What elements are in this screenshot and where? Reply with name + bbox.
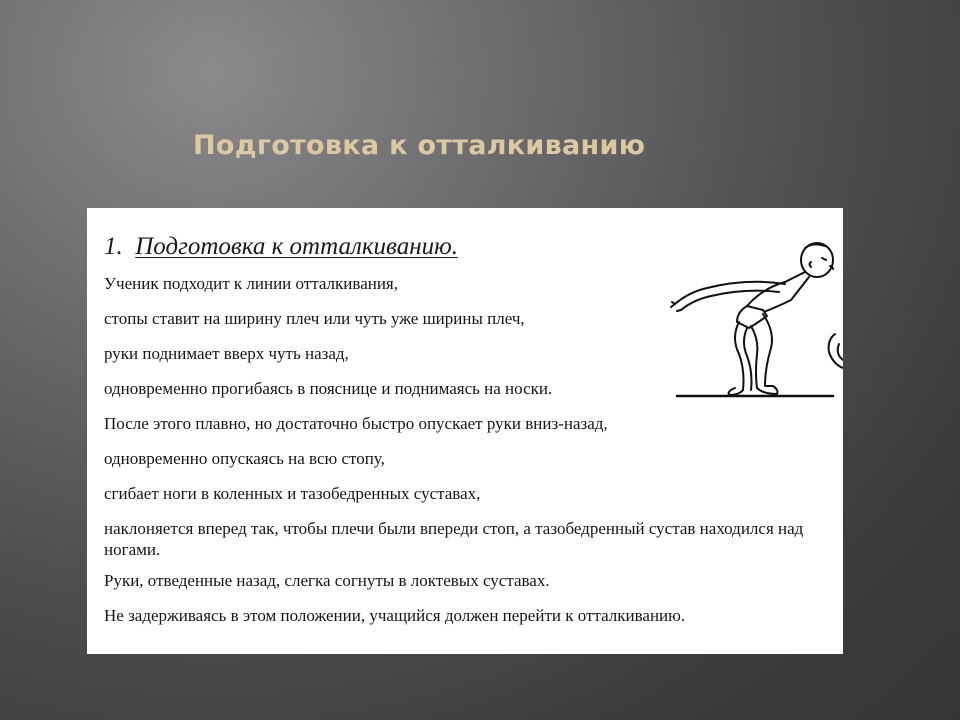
document-image-panel [87,208,843,654]
instruction-line-1: Ученик подходит к линии отталкивания, [104,274,399,293]
instruction-line-8: наклоняется вперед так, чтобы плечи были впереди стоп, а тазобедренный сустав находился над ногами. [104,519,804,559]
instruction-line-3: руки поднимает вверх чуть назад, [104,344,349,363]
slide-title: Подготовка к отталкиванию [193,130,646,161]
document-heading-number: 1. [104,233,123,260]
boy-crouching-before-jump-illustration [667,222,843,412]
document-heading [104,233,458,261]
instruction-line-6: одновременно опускаясь на всю стопу, [104,449,385,468]
instruction-line-9: Руки, отведенные назад, слегка согнуты в локтевых суставах. [104,571,550,590]
instruction-line-5: После этого плавно, но достаточно быстро опускает руки вниз-назад, [104,414,608,433]
instruction-line-10: Не задерживаясь в этом положении, учащийся должен перейти к отталкиванию. [104,606,686,625]
instruction-line-4: одновременно прогибаясь в пояснице и поднимаясь на носки. [104,379,553,398]
instruction-line-2: стопы ставит на ширину плеч или чуть уже ширины плеч, [104,309,525,328]
document-heading-text: Подготовка к отталкиванию. [135,233,459,260]
instruction-line-7: сгибает ноги в коленных и тазобедренных суставах, [104,484,481,503]
